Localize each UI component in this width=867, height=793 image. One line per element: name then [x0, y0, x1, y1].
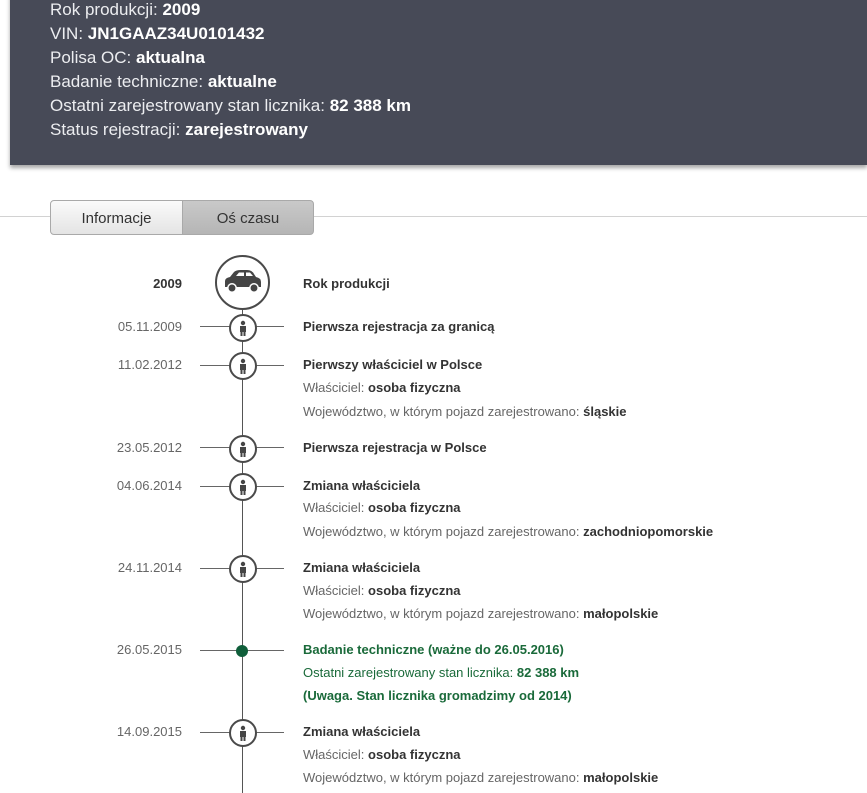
person-icon — [229, 555, 257, 583]
event-region — [303, 770, 658, 785]
person-icon — [229, 352, 257, 380]
person-icon — [229, 435, 257, 463]
inspection-event-title: Badanie techniczne (ważne do 26.05.2016) — [303, 642, 564, 657]
timeline-date: 23.05.2012 — [116, 440, 182, 455]
region-value: zachodniopomorskie — [583, 524, 714, 539]
vin-row — [50, 24, 265, 44]
production-year-label: Rok produkcji: — [50, 0, 158, 19]
registration-value: zarejestrowany — [185, 120, 308, 139]
owner-label: Właściciel: — [303, 380, 365, 395]
vin-label: VIN: — [50, 24, 84, 43]
insurance-row — [50, 48, 205, 68]
owner-value: osoba fizyczna — [368, 500, 461, 515]
person-icon — [229, 473, 257, 501]
region-label: Województwo, w którym pojazd zarejestrowano: — [303, 770, 580, 785]
owner-label: Właściciel: — [303, 747, 365, 762]
event-title: Zmiana właściciela — [303, 724, 421, 739]
event-title: Pierwsza rejestracja w Polsce — [303, 440, 487, 455]
region-label: Województwo, w którym pojazd zarejestrowano: — [303, 524, 580, 539]
car-icon — [215, 255, 270, 310]
region-value: małopolskie — [583, 770, 659, 785]
owner-label: Właściciel: — [303, 500, 365, 515]
production-year-value: 2009 — [162, 0, 201, 19]
owner-value: osoba fizyczna — [368, 747, 461, 762]
person-icon — [229, 314, 257, 342]
vin-value: JN1GAAZ34U0101432 — [87, 24, 265, 43]
region-value: śląskie — [583, 404, 627, 419]
event-title: Zmiana właściciela — [303, 478, 421, 493]
timeline-date: 24.11.2014 — [117, 560, 182, 575]
timeline-date: 04.06.2014 — [116, 478, 182, 493]
insurance-value: aktualna — [135, 48, 205, 67]
odometer-row — [50, 96, 411, 116]
event-owner — [303, 583, 461, 598]
event-region — [303, 524, 713, 539]
event-owner — [303, 380, 461, 395]
region-label: Województwo, w którym pojazd zarejestrowano: — [303, 404, 580, 419]
timeline-date: 26.05.2015 — [116, 642, 182, 657]
odometer-value: 82 388 km — [329, 96, 411, 115]
insurance-label: Polisa OC: — [50, 48, 132, 67]
odometer-value: 82 388 km — [516, 665, 580, 680]
event-region — [303, 404, 627, 419]
inspection-row — [50, 72, 277, 92]
inspection-event-note: (Uwaga. Stan licznika gromadzimy od 2014) — [303, 688, 572, 703]
owner-label: Właściciel: — [303, 583, 365, 598]
region-value: małopolskie — [583, 606, 659, 621]
registration-row — [50, 120, 308, 140]
event-title: Pierwszy właściciel w Polsce — [303, 357, 483, 372]
inspection-event-odometer — [303, 665, 579, 680]
owner-value: osoba fizyczna — [368, 380, 461, 395]
timeline-date: 2009 — [153, 276, 182, 291]
production-title: Rok produkcji — [303, 276, 390, 291]
event-region — [303, 606, 658, 621]
timeline-date: 14.09.2015 — [116, 724, 182, 739]
dot-icon — [236, 645, 248, 657]
event-owner — [303, 747, 461, 762]
tab-os-czasu[interactable]: Oś czasu — [182, 200, 314, 235]
timeline-date: 05.11.2009 — [117, 319, 182, 334]
event-title: Pierwsza rejestracja za granicą — [303, 319, 495, 334]
event-owner — [303, 500, 461, 515]
person-icon — [229, 719, 257, 747]
owner-value: osoba fizyczna — [368, 583, 461, 598]
vehicle-info-panel — [10, 0, 867, 165]
inspection-label: Badanie techniczne: — [50, 72, 204, 91]
tab-informacje[interactable]: Informacje — [50, 200, 183, 235]
registration-label: Status rejestracji: — [50, 120, 181, 139]
timeline-date: 11.02.2012 — [117, 357, 182, 372]
inspection-value: aktualne — [207, 72, 277, 91]
odometer-label: Ostatni zarejestrowany stan licznika: — [50, 96, 325, 115]
region-label: Województwo, w którym pojazd zarejestrowano: — [303, 606, 580, 621]
event-title: Zmiana właściciela — [303, 560, 421, 575]
production-year-row — [50, 0, 200, 20]
odometer-label: Ostatni zarejestrowany stan licznika: — [303, 665, 514, 680]
